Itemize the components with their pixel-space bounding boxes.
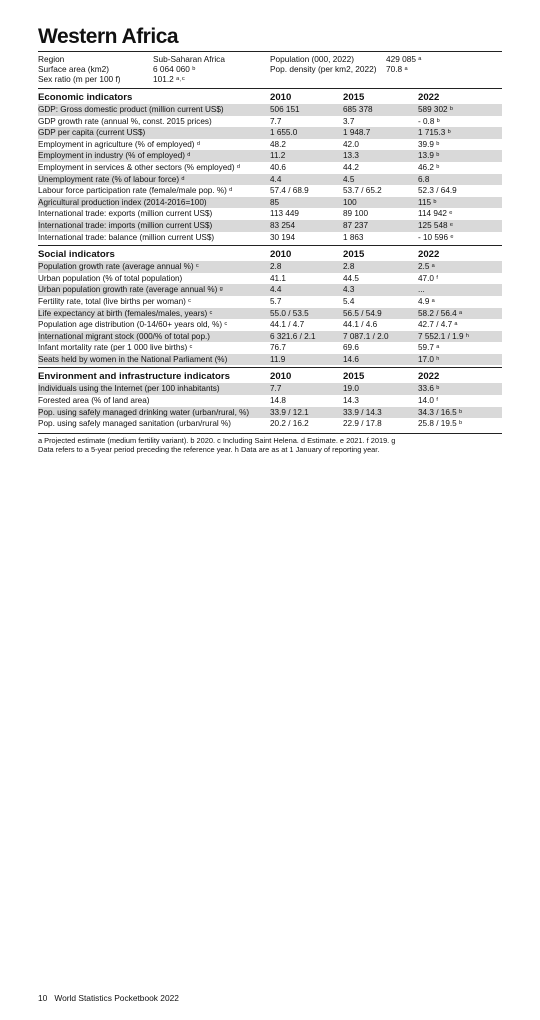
indicator-value: 56.5 / 54.9 bbox=[343, 308, 418, 320]
indicator-label: International trade: balance (million current US$) bbox=[38, 232, 215, 242]
table-row bbox=[38, 296, 502, 308]
table-row bbox=[38, 331, 502, 343]
table-row bbox=[38, 174, 502, 186]
population-value: 429 085 ᵃ bbox=[386, 54, 422, 64]
section-title: Economic indicators bbox=[38, 92, 133, 103]
social-indicators-table bbox=[38, 245, 502, 365]
indicator-value: 506 151 bbox=[270, 104, 343, 116]
section-title: Environment and infrastructure indicators bbox=[38, 371, 230, 383]
indicator-value: 1 863 bbox=[343, 232, 364, 242]
indicator-label: Employment in services & other sectors (% employed) ᵈ bbox=[38, 162, 240, 172]
table-row bbox=[38, 139, 502, 151]
indicator-value: 42.0 bbox=[343, 139, 359, 149]
indicator-value: ... bbox=[418, 284, 502, 296]
table-row bbox=[38, 162, 502, 174]
table-row bbox=[38, 319, 502, 331]
indicator-value: 25.8 / 19.5 ᵇ bbox=[418, 419, 463, 429]
publication-title: World Statistics Pocketbook 2022 bbox=[54, 993, 179, 1003]
year-header: 2015 bbox=[343, 92, 365, 103]
indicator-value: 42.7 / 4.7 ᵃ bbox=[418, 320, 458, 330]
table-row bbox=[38, 185, 502, 197]
indicator-value: 17.0 ʰ bbox=[418, 354, 502, 366]
indicator-value: 1 655.0 bbox=[270, 127, 343, 139]
population-label: Population (000, 2022) bbox=[270, 54, 354, 64]
indicator-label: GDP per capita (current US$) bbox=[38, 127, 270, 139]
indicator-value: 4.9 ᵃ bbox=[418, 296, 435, 306]
indicator-label: Population growth rate (average annual %) ᶜ bbox=[38, 261, 270, 273]
density-label: Pop. density (per km2, 2022) bbox=[270, 64, 377, 74]
table-row bbox=[38, 273, 502, 285]
indicator-value: 33.6 ᵇ bbox=[418, 383, 502, 395]
indicator-value: 59.7 ᵃ bbox=[418, 343, 440, 353]
indicator-label: Population age distribution (0-14/60+ years old, %) ᶜ bbox=[38, 320, 228, 330]
indicator-label: Employment in agriculture (% of employed) ᵈ bbox=[38, 139, 200, 149]
table-row bbox=[38, 308, 502, 320]
country-profile-page bbox=[38, 26, 502, 454]
indicator-value: 19.0 bbox=[343, 383, 418, 395]
table-row bbox=[38, 354, 502, 366]
page-footer bbox=[38, 993, 186, 1003]
indicator-value: 4.3 bbox=[343, 284, 418, 296]
table-row bbox=[38, 383, 502, 395]
indicator-value: 5.4 bbox=[343, 296, 355, 306]
indicator-value: - 10 596 ᵉ bbox=[418, 232, 454, 242]
table-row bbox=[38, 232, 502, 244]
page-title: Western Africa bbox=[38, 25, 179, 48]
indicator-value: 13.9 ᵇ bbox=[418, 150, 502, 162]
indicator-value: 58.2 / 56.4 ᵃ bbox=[418, 308, 502, 320]
indicator-value: 33.9 / 14.3 bbox=[343, 407, 418, 419]
indicator-value: 89 100 bbox=[343, 209, 369, 219]
indicator-value: 39.9 ᵇ bbox=[418, 139, 440, 149]
environment-indicators-table bbox=[38, 367, 502, 429]
indicator-value: 13.3 bbox=[343, 150, 418, 162]
indicator-label: Forested area (% of land area) bbox=[38, 396, 150, 406]
indicator-value: 3.7 bbox=[343, 116, 355, 126]
indicator-value: 589 302 ᵇ bbox=[418, 104, 502, 116]
table-row bbox=[38, 116, 502, 128]
indicator-value: 2.8 bbox=[270, 261, 343, 273]
table-row bbox=[38, 395, 502, 407]
footnotes bbox=[38, 433, 502, 454]
indicator-value: 6.8 bbox=[418, 174, 502, 186]
indicator-value: 7 552.1 / 1.9 ʰ bbox=[418, 331, 502, 343]
indicator-value: 83 254 bbox=[270, 220, 343, 232]
density-value: 70.8 ᵃ bbox=[386, 64, 408, 74]
indicator-value: 1 948.7 bbox=[343, 127, 418, 139]
indicator-value: - 0.8 ᵇ bbox=[418, 116, 440, 126]
indicator-value: 20.2 / 16.2 bbox=[270, 419, 309, 429]
indicator-value: 46.2 ᵇ bbox=[418, 162, 440, 172]
indicator-label: Seats held by women in the National Parliament (%) bbox=[38, 354, 270, 366]
indicator-value: 14.0 ᶠ bbox=[418, 396, 439, 406]
indicator-value: 100 bbox=[343, 197, 418, 209]
indicator-value: 1 715.3 ᵇ bbox=[418, 127, 502, 139]
indicator-value: 115 ᵇ bbox=[418, 197, 502, 209]
indicator-value: 11.2 bbox=[270, 150, 343, 162]
table-row bbox=[38, 150, 502, 162]
footnote-line: Data refers to a 5-year period preceding the reference year. h Data are as at 1 January of reporting year. bbox=[38, 444, 380, 454]
indicator-label: Life expectancy at birth (females/males, years) ᶜ bbox=[38, 308, 270, 320]
indicator-value: 48.2 bbox=[270, 139, 286, 149]
year-header: 2010 bbox=[270, 92, 292, 103]
section-header bbox=[38, 89, 502, 105]
section-title: Social indicators bbox=[38, 249, 115, 261]
indicator-value: 685 378 bbox=[343, 104, 418, 116]
indicator-value: 85 bbox=[270, 197, 343, 209]
region-value: Sub-Saharan Africa bbox=[153, 54, 225, 64]
indicator-label: Urban population growth rate (average annual %) ᶢ bbox=[38, 284, 270, 296]
indicator-label: Fertility rate, total (live births per woman) ᶜ bbox=[38, 296, 192, 306]
indicator-value: 14.6 bbox=[343, 354, 418, 366]
indicator-label: Unemployment rate (% of labour force) ᵈ bbox=[38, 174, 270, 186]
table-row bbox=[38, 127, 502, 139]
indicator-value: 33.9 / 12.1 bbox=[270, 407, 343, 419]
indicator-value: 22.9 / 17.8 bbox=[343, 419, 382, 429]
indicator-value: 2.5 ᵃ bbox=[418, 261, 502, 273]
sex-ratio-label: Sex ratio (m per 100 f) bbox=[38, 74, 121, 84]
indicator-label: Agricultural production index (2014-2016=100) bbox=[38, 197, 270, 209]
table-row bbox=[38, 220, 502, 232]
indicator-label: International migrant stock (000/% of total pop.) bbox=[38, 331, 270, 343]
table-row bbox=[38, 197, 502, 209]
indicator-value: 52.3 / 64.9 bbox=[418, 186, 457, 196]
year-header: 2022 bbox=[418, 371, 440, 383]
page-number: 10 bbox=[38, 993, 48, 1003]
indicator-value: 4.5 bbox=[343, 174, 418, 186]
indicator-value: 44.5 bbox=[343, 273, 359, 283]
indicator-value: 4.4 bbox=[270, 284, 343, 296]
indicator-value: 125 548 ᵉ bbox=[418, 220, 502, 232]
indicator-value: 114 942 ᵉ bbox=[418, 209, 453, 219]
title-divider bbox=[38, 51, 502, 52]
indicator-value: 34.3 / 16.5 ᵇ bbox=[418, 407, 502, 419]
indicator-value: 7 087.1 / 2.0 bbox=[343, 331, 418, 343]
surface-area-label: Surface area (km2) bbox=[38, 64, 110, 74]
region-label: Region bbox=[38, 54, 65, 64]
year-header: 2022 bbox=[418, 92, 440, 103]
indicator-value: 6 321.6 / 2.1 bbox=[270, 331, 343, 343]
indicator-value: 14.8 bbox=[270, 396, 286, 406]
indicator-label: Labour force participation rate (female/male pop. %) ᵈ bbox=[38, 186, 233, 196]
indicator-value: 113 449 bbox=[270, 209, 299, 219]
table-row bbox=[38, 284, 502, 296]
indicator-value: 87 237 bbox=[343, 220, 418, 232]
table-row bbox=[38, 261, 502, 273]
indicator-sections bbox=[38, 88, 502, 430]
year-header: 2022 bbox=[418, 249, 440, 261]
footnote-line: a Projected estimate (medium fertility variant). b 2020. c Including Saint Helena. d Estimate. e 2021. f 2019. g bbox=[38, 435, 396, 445]
indicator-value: 44.1 / 4.6 bbox=[343, 320, 378, 330]
sex-ratio-value: 101.2 ᵃ˒ᶜ bbox=[153, 74, 185, 84]
indicator-value: 57.4 / 68.9 bbox=[270, 186, 309, 196]
table-row bbox=[38, 342, 502, 354]
indicator-value: 44.1 / 4.7 bbox=[270, 320, 305, 330]
economic-indicators-table bbox=[38, 88, 502, 243]
year-header: 2010 bbox=[270, 371, 292, 383]
indicator-label: Employment in industry (% of employed) ᵈ bbox=[38, 150, 270, 162]
year-header: 2010 bbox=[270, 249, 292, 261]
indicator-value: 7.7 bbox=[270, 383, 343, 395]
indicator-value: 5.7 bbox=[270, 296, 282, 306]
indicator-value: 76.7 bbox=[270, 343, 286, 353]
indicator-value: 4.4 bbox=[270, 174, 343, 186]
indicator-value: 41.1 bbox=[270, 273, 286, 283]
surface-area-value: 6 064 060 ᵇ bbox=[153, 64, 196, 74]
indicator-label: Infant mortality rate (per 1 000 live births) ᶜ bbox=[38, 343, 193, 353]
indicator-label: Individuals using the Internet (per 100 inhabitants) bbox=[38, 383, 270, 395]
section-header bbox=[38, 246, 502, 262]
profile-summary bbox=[38, 54, 502, 86]
indicator-label: International trade: imports (million current US$) bbox=[38, 220, 270, 232]
indicator-value: 53.7 / 65.2 bbox=[343, 186, 382, 196]
indicator-value: 40.6 bbox=[270, 162, 286, 172]
indicator-label: GDP: Gross domestic product (million current US$) bbox=[38, 104, 270, 116]
indicator-value: 14.3 bbox=[343, 396, 359, 406]
table-row bbox=[38, 208, 502, 220]
indicator-label: Pop. using safely managed sanitation (urban/rural %) bbox=[38, 419, 231, 429]
indicator-label: Pop. using safely managed drinking water (urban/rural, %) bbox=[38, 407, 270, 419]
indicator-value: 30 194 bbox=[270, 232, 296, 242]
indicator-value: 55.0 / 53.5 bbox=[270, 308, 343, 320]
indicator-value: 44.2 bbox=[343, 162, 359, 172]
indicator-value: 69.6 bbox=[343, 343, 359, 353]
year-header: 2015 bbox=[343, 249, 365, 261]
indicator-label: International trade: exports (million current US$) bbox=[38, 209, 213, 219]
indicator-value: 11.9 bbox=[270, 354, 343, 366]
indicator-label: GDP growth rate (annual %, const. 2015 prices) bbox=[38, 116, 212, 126]
table-row bbox=[38, 104, 502, 116]
indicator-label: Urban population (% of total population) bbox=[38, 273, 183, 283]
indicator-value: 7.7 bbox=[270, 116, 282, 126]
table-row bbox=[38, 418, 502, 430]
section-header bbox=[38, 368, 502, 384]
indicator-value: 2.8 bbox=[343, 261, 418, 273]
year-header: 2015 bbox=[343, 371, 365, 383]
table-row bbox=[38, 407, 502, 419]
indicator-value: 47.0 ᶠ bbox=[418, 273, 439, 283]
